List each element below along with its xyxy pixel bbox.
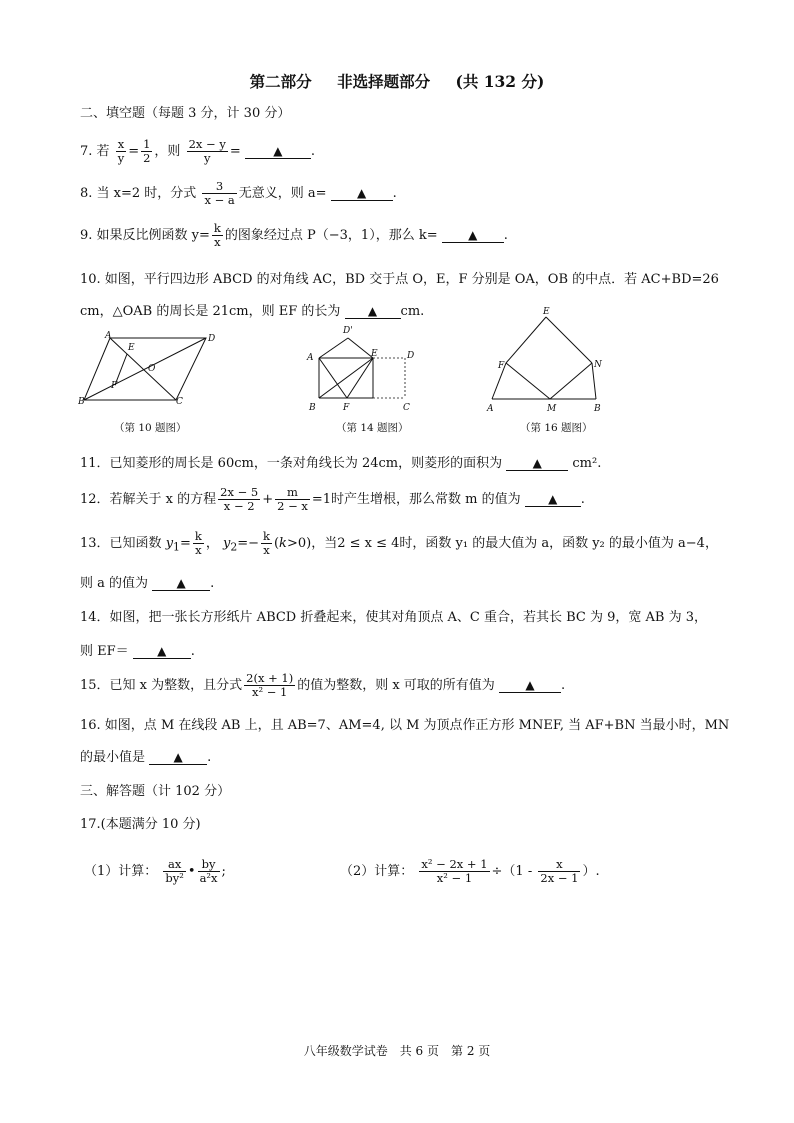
section-fill-blank-heading: 二、填空题（每题 3 分，计 30 分） [80,106,291,121]
question-11: 11．已知菱形的周长是 60cm，一条对角线长为 24cm，则菱形的面积为 ▲ cm². [80,456,602,471]
question-7: 7. 若 $\frac{x}{y}$ = $\frac{1}{2}$ ，则 $\frac{2x - y}{y}$ = ▲ . [80,137,315,165]
question-16-line1: 16. 如图，点 M 在线段 AB 上，且 AB=7、AM=4, 以 M 为顶点作正方形 MNEF, 当 AF+BN 当最小时，MN [80,718,730,733]
question-9: 9. 如果反比例函数 y= $\frac{k}{x}$ 的图象经过点 P（−3，1），那么 k= ▲ . [80,221,508,249]
q13-fraction-a: $\frac{k}{x}$ [194,529,202,557]
fig14-label-B: B [309,403,316,413]
q17-fraction-b: $\frac{by}{\text{a²x}}$ [199,857,218,885]
fig14-label-C: C [403,403,410,413]
page-title [0,70,794,92]
question-13-line1: 13．已知函数 $y_1=$ $\frac{k}{x}$ ， $y_2=-$ $\frac{k}{x}$ (k>0)，当2 ≤ x ≤ 4时，函数 y₁ 的最大值为 a，函数 y₂ 的最小值为 a−4， [80,529,718,557]
q7-answer-blank[interactable]: ▲ [245,144,311,159]
q12-fraction-b: $\frac{m}{2 - x}$ [277,485,308,513]
q17-fraction-c: $\frac{\text{x² − 2x + 1}}{\text{x² − 1}}$ [421,857,488,885]
fig10-label-O: O [148,364,156,374]
q13-fraction-b: $\frac{k}{x}$ [263,529,270,557]
section-answer-heading: 三、解答题（计 102 分） [80,784,231,799]
question-17-heading: 17.(本题满分 10 分) [80,817,201,832]
part-name: 非选择题部分 [337,72,431,91]
figure-14-folded-rectangle [303,320,423,415]
question-17-part1: （1）计算： $\frac{ax}{\text{by²}}$ • $\frac{by}{\text{a²x}}$ ; [84,857,226,885]
question-16-line2: 的最小值是 ▲ . [80,750,212,765]
q14-answer-blank[interactable]: ▲ [133,644,191,659]
fig16-label-F: F [498,361,505,371]
question-14-line2: 则 EF＝ ▲ . [80,644,195,659]
question-10-line2: cm，△OAB 的周长是 21cm，则 EF 的长为 ▲ cm. [80,304,425,319]
q12-answer-blank[interactable]: ▲ [525,492,581,507]
fig10-label-A: A [105,331,112,341]
figure-16-square-on-segment [484,305,614,415]
page-footer: 八年级数学试卷 共 6 页 第 2 页 [303,1044,491,1058]
q11-answer-blank[interactable]: ▲ [506,456,568,471]
fig10-label-B: B [78,397,85,407]
question-15: 15．已知 x 为整数，且分式 $\frac{2(x + 1)}{\text{x² − 1}}$ 的值为整数，则 x 可取的所有值为 ▲ . [80,671,566,699]
question-14-line1: 14．如图，把一张长方形纸片 ABCD 折叠起来，使其对角顶点 A、C 重合，若其长 BC 为 9，宽 AB 为 3， [80,610,707,625]
question-17-part2: （2）计算： $\frac{\text{x² − 2x + 1}}{\text{x² − 1}}$ ÷（1 - $\frac{x}{2x - 1}$ ）. [340,857,600,885]
q7-fraction-c: $\frac{2x - y}{y}$ [188,137,226,165]
q8-fraction: $\frac{3}{x - a}$ [204,179,235,207]
question-12: 12．若解关于 x 的方程 $\frac{2x - 5}{x - 2}$ + $\frac{m}{2 - x}$ =1时产生增根，那么常数 m 的值为 ▲ . [80,485,585,513]
q13-answer-blank[interactable]: ▲ [152,576,210,591]
fig10-label-F: F [111,381,118,391]
fig10-label-E: E [128,343,135,353]
q9-fraction: $\frac{k}{x}$ [213,221,221,249]
fig14-label-E: E [371,349,378,359]
fig14-label-A: A [307,353,314,363]
q7-fraction-b: $\frac{1}{2}$ [143,137,151,165]
fig14-label-D: D [407,351,415,361]
fig10-label-C: C [176,397,183,407]
q17-fraction-d: $\frac{x}{2x - 1}$ [540,857,579,885]
figure-10-caption: （第 10 题图） [114,422,187,434]
q7-fraction-a: $\frac{x}{y}$ [117,137,125,165]
question-10-line1: 10. 如图，平行四边形 ABCD 的对角线 AC，BD 交于点 O，E，F 分别是 OA，OB 的中点．若 AC+BD=26 [80,272,719,287]
fig16-label-M: M [547,404,557,414]
fig16-label-E: E [543,307,550,317]
fig16-label-B: B [594,404,601,414]
part-score: (共 132 分) [455,72,545,91]
q15-fraction: $\frac{2(x + 1)}{\text{x² − 1}}$ [246,671,294,699]
figure-16-caption: （第 16 题图） [520,422,593,434]
q16-answer-blank[interactable]: ▲ [149,750,207,765]
q8-answer-blank[interactable]: ▲ [331,186,393,201]
q12-fraction-a: $\frac{2x - 5}{x - 2}$ [220,485,259,513]
question-13-line2: 则 a 的值为 ▲ . [80,576,215,591]
fig16-label-N: N [594,360,602,370]
q15-answer-blank[interactable]: ▲ [499,678,561,693]
q10-answer-blank[interactable]: ▲ [345,304,401,319]
q17-fraction-a: $\frac{ax}{\text{by²}}$ [165,857,184,885]
fig14-label-F: F [343,403,350,413]
figure-14-caption: （第 14 题图） [336,422,409,434]
fig16-label-A: A [487,404,494,414]
question-8: 8. 当 x=2 时，分式 $\frac{3}{x - a}$ 无意义，则 a= ▲ . [80,179,397,207]
q7-text: 7. 若 [80,144,110,159]
q9-answer-blank[interactable]: ▲ [442,228,504,243]
figure-10-parallelogram [78,328,218,408]
fig14-label-D-prime: D' [343,326,353,336]
part-label: 第二部分 [249,72,312,91]
fig10-label-D: D [208,334,216,344]
